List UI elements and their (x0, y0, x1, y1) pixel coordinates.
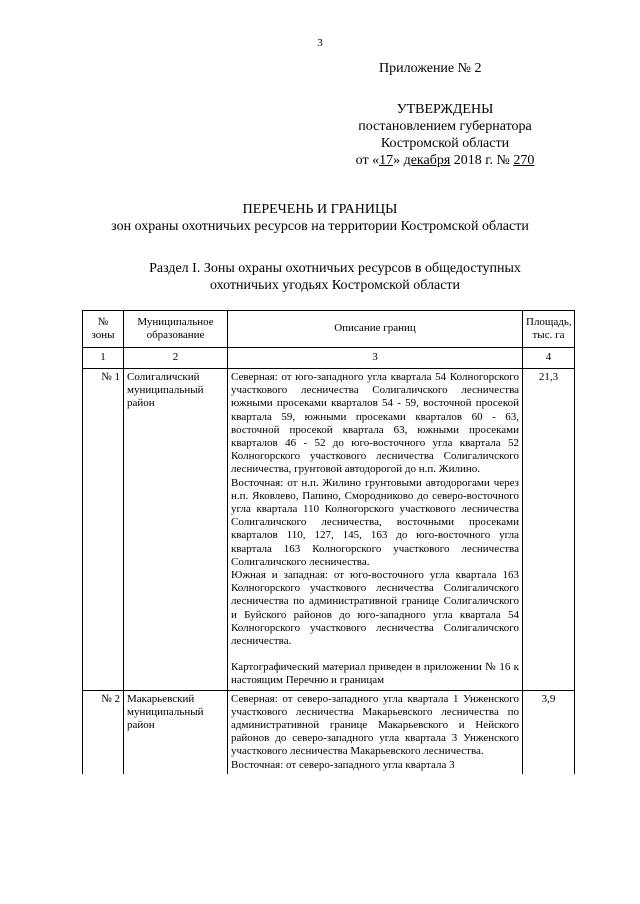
approval-line2: постановлением губернатора (358, 119, 532, 134)
approval-line1: УТВЕРЖДЕНЫ (396, 102, 494, 117)
zone-number: № 2 (83, 690, 124, 774)
col-number: 2 (124, 348, 228, 369)
header-description: Описание границ (228, 311, 523, 348)
appendix-label: Приложение № 2 (379, 61, 482, 76)
col-number: 1 (83, 348, 124, 369)
header-zone: № зоны (83, 311, 124, 348)
boundary-description (228, 369, 523, 691)
header-municipality: Муниципальное образование (124, 311, 228, 348)
boundary-north: Северная: от юго-западного угла квартала 54 Колногорского участкового лесничества Солигаличского лесничества южными просеками кварталов 54 - 59, восточной просекой квартала 59, южными просеками кварталов 60 - 63, восточной просекой квартала 63, южными просеками кварталов 46 - 52 до юго-восточного угла квартала 52 Колногорского участкового лесничества Солигаличского лесничества, грунтовой автодорогой до н.п. Жилино. (231, 371, 519, 476)
header-area: Площадь, тыс. га (523, 311, 575, 348)
map-note: Картографический материал приведен в приложении № 16 к настоящим Перечню и границам (231, 661, 519, 687)
section-line1: Раздел I. Зоны охраны охотничьих ресурсов в общедоступных (149, 261, 521, 276)
table-row (83, 690, 575, 774)
boundary-description (228, 690, 523, 774)
municipality: Макарьевский муниципальный район (124, 690, 228, 774)
zone-area: 3,9 (523, 690, 575, 774)
page-number: 3 (317, 37, 323, 49)
document-title (80, 201, 560, 235)
approval-day: 17 (379, 153, 394, 168)
section-heading (120, 260, 550, 294)
approval-prefix: от « (355, 153, 380, 168)
title-line2: зон охраны охотничьих ресурсов на территории Костромской области (111, 219, 529, 234)
col-number: 4 (523, 348, 575, 369)
section-line2: охотничьих угодьях Костромской области (209, 278, 461, 293)
boundary-north: Северная: от северо-западного угла квартала 1 Унженского участкового лесничества Макарьевского лесничества по административной границе Макарьевского и Нейского районов до северо-западного угла квартала 3 Унженского участкового лесничества Макарьевского лесничества. (231, 692, 519, 758)
approval-line3: Костромской области (380, 136, 510, 151)
zones-table (82, 310, 575, 774)
approval-month: декабря (403, 153, 451, 168)
boundary-east: Восточная: от северо-западного угла квартала 3 (231, 758, 455, 771)
col-number: 3 (228, 348, 523, 369)
municipality: Солигаличский муниципальный район (124, 369, 228, 691)
approval-date-line (330, 152, 560, 169)
title-line1: ПЕРЕЧЕНЬ И ГРАНИЦЫ (242, 202, 398, 217)
boundary-south-west: Южная и западная: от юго-восточного угла квартала 163 Колногорского участкового лесничества Солигаличского лесничества по административной границе Солигаличского и Буйского районов до юго-западного угла квартала 54 Колногорского участкового лесничества Солигаличского лесничества. (231, 569, 519, 648)
table-header-row (83, 311, 575, 348)
approval-mid2: 2018 г. № (450, 153, 514, 168)
boundary-east: Восточная: от н.п. Жилино грунтовыми автодорогами через н.п. Яковлево, Папино, Смородниково до северо-восточного угла квартала 110 Колногорского участкового лесничества Солигаличского лесничества, восточными просеками кварталов 110, 127, 145, 163 до юго-восточного угла квартала 163 Колногорского участкового лесничества Солигаличского лесничества. (231, 476, 519, 568)
zone-number: № 1 (83, 369, 124, 691)
table-row (83, 369, 575, 691)
column-number-row (83, 348, 575, 369)
approval-mid1: » (393, 153, 404, 168)
zone-area: 21,3 (523, 369, 575, 691)
approval-block (330, 101, 560, 169)
approval-number: 270 (513, 153, 535, 168)
